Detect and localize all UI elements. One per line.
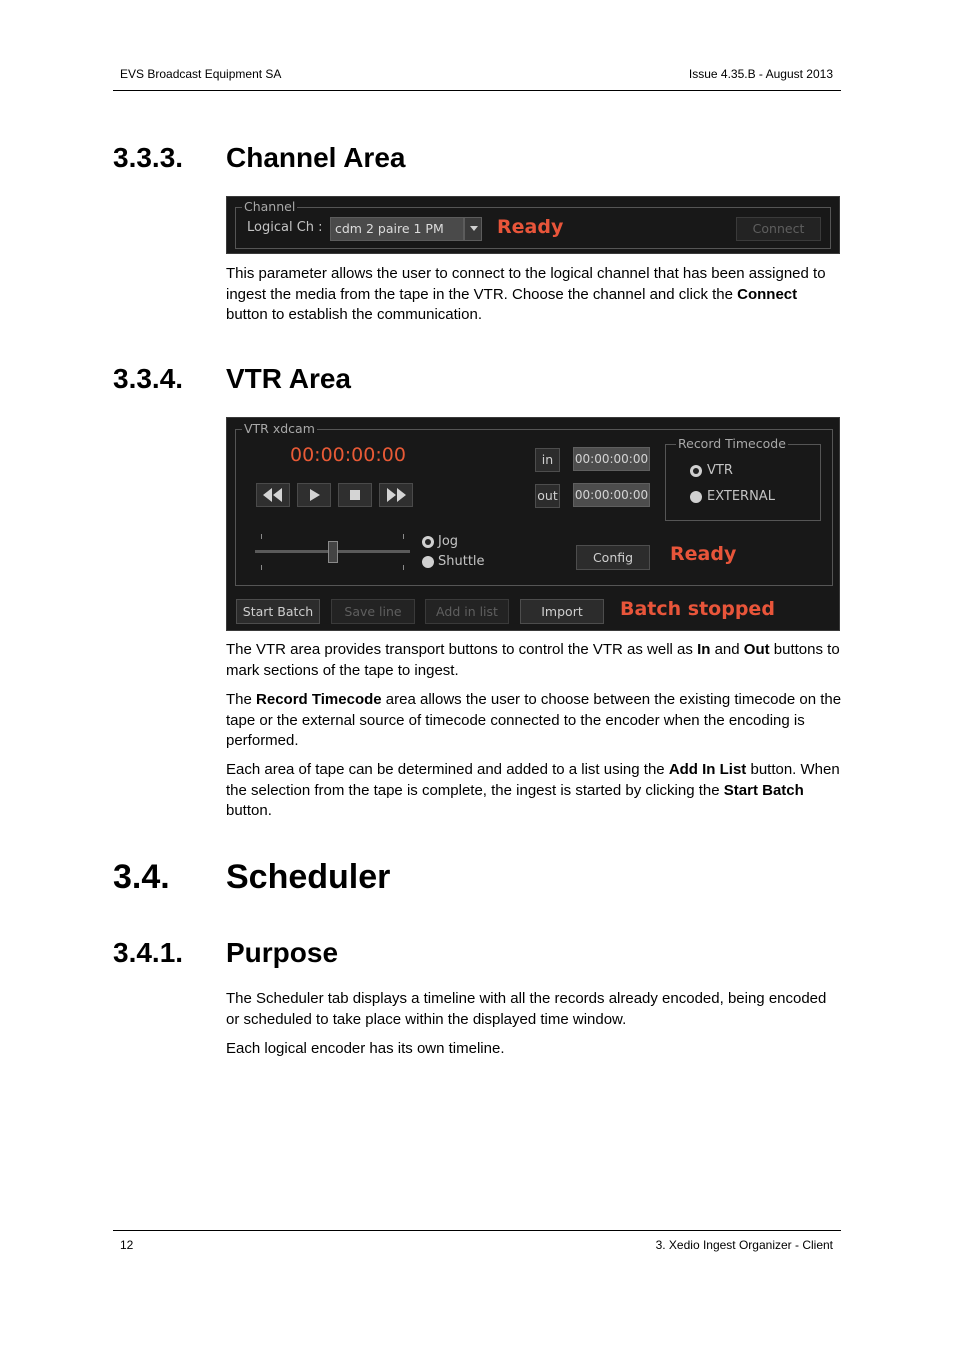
stop-icon — [339, 484, 371, 506]
out-timecode-field[interactable]: 00:00:00:00 — [573, 483, 650, 507]
connect-button[interactable]: Connect — [736, 217, 821, 241]
jog-radio[interactable] — [422, 536, 434, 548]
slider-handle[interactable] — [328, 541, 338, 563]
stop-button[interactable] — [338, 483, 372, 507]
record-timecode-label: Record Timecode — [678, 436, 786, 451]
section-34-title: Scheduler — [226, 858, 391, 896]
rewind-button[interactable] — [256, 483, 290, 507]
footer-page-number: 12 — [120, 1238, 134, 1252]
channel-group-label: Channel — [244, 199, 296, 214]
channel-status: Ready — [497, 216, 564, 238]
paragraph-scheduler-2: Each logical encoder has its own timeline. — [226, 1040, 505, 1057]
section-334-title: VTR Area — [226, 363, 352, 394]
rt-vtr-radio[interactable] — [690, 465, 702, 477]
rt-vtr-label: VTR — [707, 463, 733, 478]
vtr-panel-screenshot — [226, 417, 840, 631]
import-button[interactable]: Import — [520, 599, 604, 624]
section-341-title: Purpose — [226, 937, 339, 968]
paragraph-scheduler-1: The Scheduler tab displays a timeline with all the records already encoded, being encoded or scheduled to take place within the displayed time window. — [226, 990, 827, 1028]
header-rule — [113, 90, 841, 91]
section-341-number: 3.4.1. — [113, 937, 184, 968]
channel-panel-screenshot — [226, 196, 840, 254]
fast-forward-button[interactable] — [379, 483, 413, 507]
config-button[interactable]: Config — [576, 545, 650, 570]
add-in-list-button[interactable]: Add in list — [425, 599, 509, 624]
vtr-group-label: VTR xdcam — [244, 421, 315, 436]
rewind-icon — [257, 484, 289, 506]
jog-shuttle-slider[interactable] — [255, 534, 410, 570]
record-timecode-group — [665, 436, 821, 521]
vtr-status: Ready — [670, 543, 737, 565]
play-icon — [298, 484, 330, 506]
footer-chapter: 3. Xedio Ingest Organizer - Client — [655, 1238, 833, 1252]
rt-external-radio[interactable] — [690, 491, 702, 503]
chevron-down-icon[interactable] — [464, 217, 482, 241]
header-company: EVS Broadcast Equipment SA — [120, 67, 282, 81]
section-34-number: 3.4. — [113, 858, 170, 896]
out-button[interactable]: out — [535, 484, 560, 508]
footer-rule — [113, 1230, 841, 1231]
paragraph-channel: This parameter allows the user to connect to the logical channel that has been assigned to ingest the media from the tape in the VTR. Choose the channel and click the Connect button to establish the communication. — [226, 265, 826, 323]
batch-status: Batch stopped — [620, 598, 775, 620]
logical-channel-label: Logical Ch : — [247, 220, 323, 235]
paragraph-vtr-1: The VTR area provides transport buttons to control the VTR as well as In and Out buttons to mark sections of the tape to ingest. — [226, 641, 840, 679]
logical-channel-select[interactable]: cdm 2 paire 1 PM — [330, 217, 464, 241]
section-333-number: 3.3.3. — [113, 142, 184, 173]
rt-external-label: EXTERNAL — [707, 489, 775, 504]
header-issue: Issue 4.35.B - August 2013 — [688, 67, 833, 81]
shuttle-label: Shuttle — [438, 554, 485, 569]
in-timecode-field[interactable]: 00:00:00:00 — [573, 447, 650, 471]
save-line-button[interactable]: Save line — [331, 599, 415, 624]
play-button[interactable] — [297, 483, 331, 507]
section-334-number: 3.3.4. — [113, 363, 184, 394]
section-333-title: Channel Area — [226, 142, 406, 173]
paragraph-vtr-3: Each area of tape can be determined and added to a list using the Add In List button. When the selection from the tape is complete, the ingest is started by clicking the Start Batch button. — [226, 761, 840, 819]
vtr-timecode: 00:00:00:00 — [290, 444, 406, 466]
paragraph-vtr-2: The Record Timecode area allows the user to choose between the existing timecode on the tape or the external source of timecode connected to the encoder when the encoding is performed. — [226, 691, 842, 749]
fast-forward-icon — [380, 484, 412, 506]
shuttle-radio[interactable] — [422, 556, 434, 568]
start-batch-button[interactable]: Start Batch — [236, 599, 320, 624]
in-button[interactable]: in — [535, 448, 560, 472]
jog-label: Jog — [438, 534, 459, 549]
